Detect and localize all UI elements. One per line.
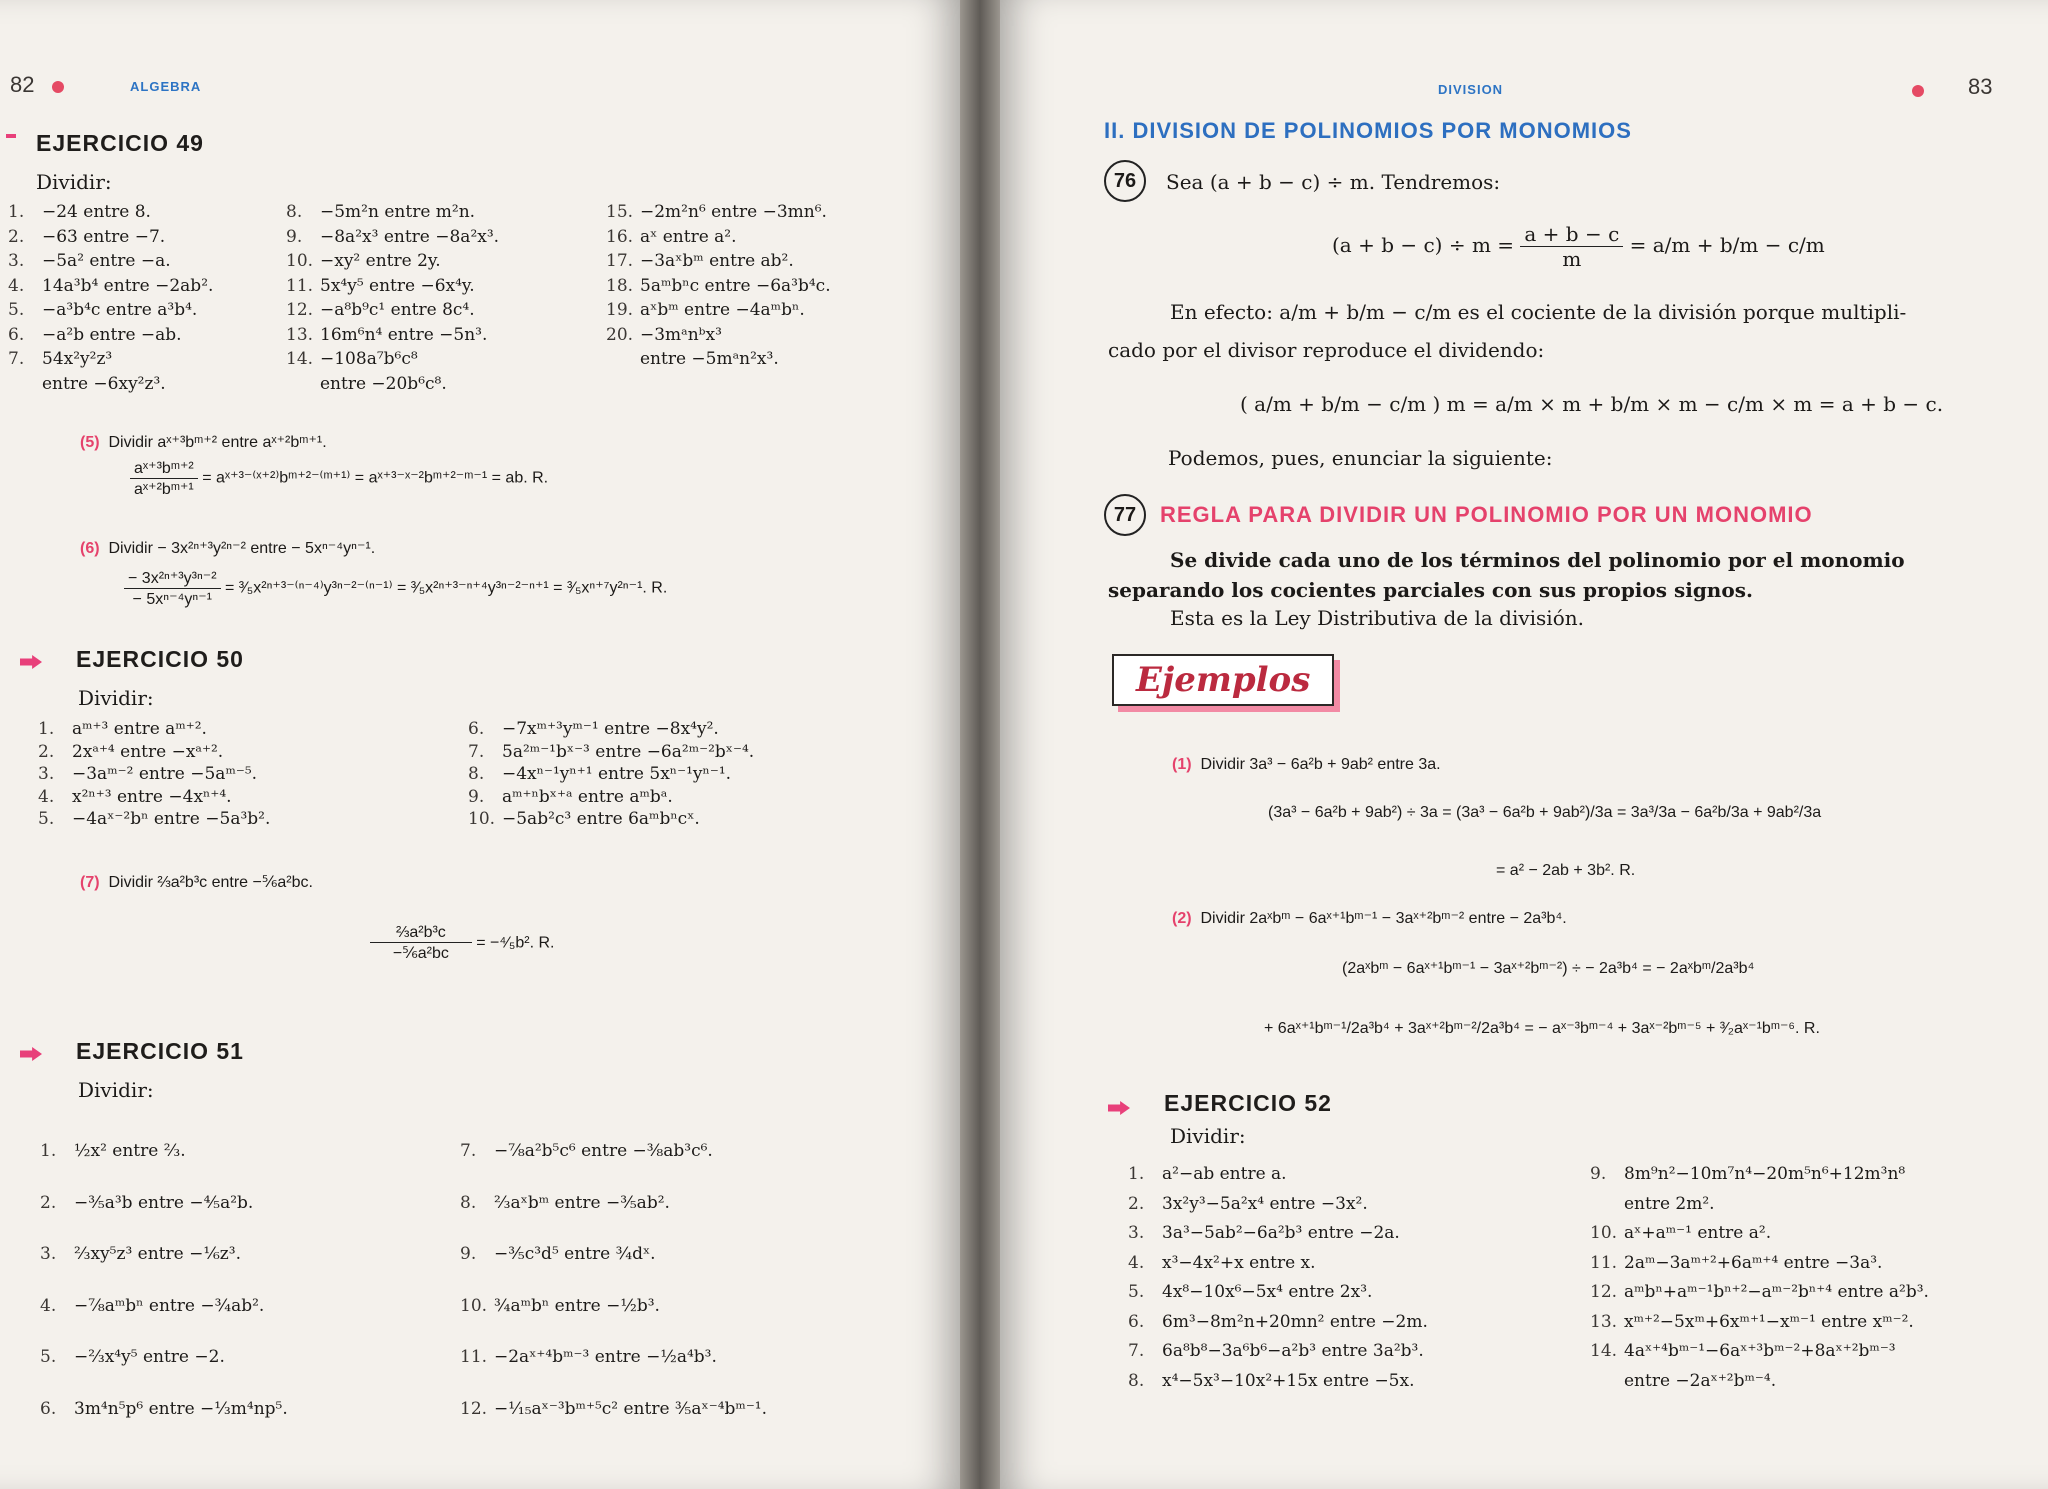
worked-example-1: (1) Dividir 3a³ − 6a²b + 9ab² entre 3a. (1172, 756, 1441, 773)
list-item: 14. 4aˣ⁺⁴bᵐ⁻¹−6aˣ⁺³bᵐ⁻²+8aˣ⁺²bᵐ⁻³ (1590, 1341, 1896, 1361)
page-number: 83 (1968, 74, 1993, 99)
pink-dot-icon (1912, 82, 1924, 101)
list-item: 13. 16m⁶n⁴ entre −5n³. (286, 324, 488, 345)
list-item: 7. 6a⁸b⁸−3a⁶b⁶−a²b³ entre 3a²b³. (1128, 1341, 1424, 1361)
list-item: 1. −24 entre 8. (8, 202, 151, 222)
list-item: 6. −a²b entre −ab. (8, 324, 182, 345)
exercise-49-title: EJERCICIO 49 (36, 130, 204, 156)
list-item: 7. −⅞a²b⁵c⁶ entre −⅜ab³c⁶. (460, 1141, 713, 1161)
exercise-52-title: EJERCICIO 52 (1164, 1090, 1332, 1116)
list-item: 14. −108a⁷b⁶c⁸ (286, 349, 418, 369)
exercise-51-title: EJERCICIO 51 (76, 1038, 244, 1064)
list-item: 9. −8a²x³ entre −8a²x³. (286, 226, 500, 247)
exercise-52-col1 (1128, 1160, 1428, 1396)
example-7-equation: $\frac{\text{⅔a²b³c}}{\text{−⅚a²bc}}$ = −⁴⁄₅b². R. (370, 924, 555, 963)
list-item: entre −5mᵃn²x³. (640, 349, 779, 369)
list-item: 1. aᵐ⁺³ entre aᵐ⁺². (38, 719, 207, 739)
list-item: 13. xᵐ⁺²−5xᵐ+6xᵐ⁺¹−xᵐ⁻¹ entre xᵐ⁻². (1590, 1311, 1914, 1332)
exercise-50-col2 (468, 718, 754, 831)
paragraph-76-check: ( a/m + b/m − c/m ) m = a/m × m + b/m × m − c/m × m = a + b − c. (1240, 392, 1944, 416)
list-item: entre −2aˣ⁺²bᵐ⁻⁴. (1624, 1370, 1777, 1391)
arrow-icon (20, 654, 42, 673)
paragraph-76-conclusion: Podemos, pues, enunciar la siguiente: (1168, 446, 1553, 470)
list-item: 9. aᵐ⁺ⁿbˣ⁺ᵃ entre aᵐbᵃ. (468, 786, 673, 807)
list-item: 3. 3a³−5ab²−6a²b³ entre −2a. (1128, 1223, 1400, 1243)
list-item: 3. −3aᵐ⁻² entre −5aᵐ⁻⁵. (38, 764, 258, 784)
running-head: DIVISION (1438, 82, 1504, 97)
exercise-49-col1 (8, 200, 213, 396)
list-item: 6. 6m³−8m²n+20mn² entre −2m. (1128, 1311, 1428, 1332)
list-item: 3. −5a² entre −a. (8, 251, 171, 271)
rule-text-1: Se divide cada uno de los términos del polinomio por el monomio (1170, 548, 1905, 572)
list-item: 5. −a³b⁴c entre a³b⁴. (8, 300, 198, 320)
paragraph-76-body-1: En efecto: a/m + b/m − c/m es el cociente de la división porque multipli- (1170, 300, 1907, 324)
worked-example-2: (2) Dividir 2aˣbᵐ − 6aˣ⁺¹bᵐ⁻¹ − 3aˣ⁺²bᵐ⁻² entre − 2a³b⁴. (1172, 910, 1567, 927)
exercise-50-title: EJERCICIO 50 (76, 646, 244, 672)
list-item: 5. −⅔x⁴y⁵ entre −2. (40, 1347, 225, 1367)
list-item: 7. 5a²ᵐ⁻¹bˣ⁻³ entre −6a²ᵐ⁻²bˣ⁻⁴. (468, 741, 755, 762)
list-item: 8. −5m²n entre m²n. (286, 202, 476, 222)
list-item: 5. −4aˣ⁻²bⁿ entre −5a³b². (38, 809, 271, 829)
list-item: 1. a²−ab entre a. (1128, 1164, 1287, 1184)
list-item: 11. 5x⁴y⁵ entre −6x⁴y. (286, 275, 475, 296)
exercise-51-col1 (40, 1126, 288, 1435)
worked-example-1-equation: (3a³ − 6a²b + 9ab²) ÷ 3a = (3a³ − 6a²b + 9ab²)/3a = 3a³/3a − 6a²b/3a + 9ab²/3a (1268, 804, 1822, 821)
list-item: 18. 5aᵐbⁿc entre −6a³b⁴c. (606, 275, 831, 296)
arrow-icon (20, 1046, 42, 1065)
list-item: entre 2m². (1624, 1193, 1715, 1214)
list-item: 10. aˣ+aᵐ⁻¹ entre a². (1590, 1223, 1772, 1243)
section-title: II. DIVISION DE POLINOMIOS POR MONOMIOS (1104, 118, 1632, 143)
exercise-52-intro: Dividir: (1170, 1124, 1246, 1148)
list-item: 1. ½x² entre ⅔. (40, 1141, 186, 1161)
exercise-49-intro: Dividir: (36, 170, 112, 194)
right-page (1000, 0, 2048, 1489)
paragraph-76-number: 76 (1104, 160, 1146, 202)
list-item: 8. −4xⁿ⁻¹yⁿ⁺¹ entre 5xⁿ⁻¹yⁿ⁻¹. (468, 764, 732, 784)
paragraph-77-number: 77 (1104, 494, 1146, 536)
worked-example-2-equation-1: (2aˣbᵐ − 6aˣ⁺¹bᵐ⁻¹ − 3aˣ⁺²bᵐ⁻²) ÷ − 2a³b⁴ = − 2aˣbᵐ/2a³b⁴ (1342, 960, 1755, 977)
list-item: 4. x³−4x²+x entre x. (1128, 1252, 1316, 1273)
ejemplos-box: Ejemplos (1112, 654, 1334, 706)
example-5: (5) Dividir aˣ⁺³bᵐ⁺² entre aˣ⁺²bᵐ⁺¹. (80, 434, 327, 451)
list-item: 12. −¹⁄₁₅aˣ⁻³bᵐ⁺⁵c² entre ⅗aˣ⁻⁴bᵐ⁻¹. (460, 1398, 768, 1419)
list-item: 16. aˣ entre a². (606, 226, 737, 247)
list-item: 4. 14a³b⁴ entre −2ab². (8, 275, 214, 296)
paragraph-76-equation: (a + b − c) ÷ m = $\frac{a + b - c}{m}$ = a/m + b/m − c/m (1332, 222, 1825, 271)
list-item: 8. ⅔aˣbᵐ entre −⅗ab². (460, 1192, 670, 1213)
paragraph-76-body-2: cado por el divisor reproduce el dividendo: (1108, 338, 1545, 362)
arrow-icon (1108, 1100, 1130, 1119)
distributive-law: Esta es la Ley Distributiva de la división. (1170, 606, 1584, 630)
list-item: 3. ⅔xy⁵z³ entre −⅙z³. (40, 1244, 241, 1264)
pink-dot-icon (52, 78, 64, 97)
list-item: 10. −5ab²c³ entre 6aᵐbⁿcˣ. (468, 809, 700, 829)
list-item: 19. aˣbᵐ entre −4aᵐbⁿ. (606, 300, 805, 320)
rule-title: REGLA PARA DIVIDIR UN POLINOMIO POR UN MONOMIO (1160, 502, 1813, 527)
list-item: 5. 4x⁸−10x⁶−5x⁴ entre 2x³. (1128, 1282, 1373, 1302)
bullet-marker (6, 134, 16, 138)
list-item: 17. −3aˣbᵐ entre ab². (606, 251, 794, 271)
worked-example-1-result: = a² − 2ab + 3b². R. (1496, 862, 1636, 879)
exercise-50-intro: Dividir: (78, 686, 154, 710)
exercise-52-col2 (1590, 1160, 1929, 1396)
exercise-49-col3 (606, 200, 831, 372)
exercise-50-col1 (38, 718, 270, 831)
list-item: 11. −2aˣ⁺⁴bᵐ⁻³ entre −½a⁴b³. (460, 1347, 717, 1367)
left-page (0, 0, 960, 1489)
exercise-51-intro: Dividir: (78, 1078, 154, 1102)
example-6-equation: $\frac{\text{− 3x²ⁿ⁺³y³ⁿ⁻²}}{\text{− 5xⁿ⁻⁴yⁿ⁻¹}}$ = ³⁄₅x²ⁿ⁺³⁻⁽ⁿ⁻⁴⁾y³ⁿ⁻²⁻⁽ⁿ⁻¹⁾ = ³⁄₅x²ⁿ⁺³⁻ⁿ⁺⁴y³ⁿ⁻²⁻ⁿ⁺¹ = ³⁄₅xⁿ⁺⁷y²ⁿ⁻¹. R. (124, 568, 667, 609)
list-item: 9. −⅗c³d⁵ entre ¾dˣ. (460, 1244, 656, 1264)
list-item: 10. −xy² entre 2y. (286, 251, 441, 271)
list-item: entre −6xy²z³. (42, 373, 166, 394)
list-item: 2. −⅗a³b entre −⁴⁄₅a²b. (40, 1192, 254, 1213)
list-item: 20. −3mᵃnᵇx³ (606, 324, 722, 345)
running-head: ALGEBRA (130, 79, 202, 94)
list-item: 2. 2xᵃ⁺⁴ entre −xᵃ⁺². (38, 741, 224, 762)
list-item: 2. 3x²y³−5a²x⁴ entre −3x². (1128, 1193, 1368, 1214)
example-5-equation: $\frac{\text{aˣ⁺³bᵐ⁺²}}{\text{aˣ⁺²bᵐ⁺¹}}$ = aˣ⁺³⁻⁽ˣ⁺²⁾bᵐ⁺²⁻⁽ᵐ⁺¹⁾ = aˣ⁺³⁻ˣ⁻²bᵐ⁺²⁻ᵐ⁻¹ = ab. R. (130, 458, 548, 499)
list-item: 6. 3m⁴n⁵p⁶ entre −⅓m⁴np⁵. (40, 1398, 288, 1419)
example-7: (7) Dividir ⅔a²b³c entre −⅚a²bc. (80, 874, 313, 891)
paragraph-76-text: Sea (a + b − c) ÷ m. Tendremos: (1166, 170, 1501, 194)
exercise-49-col2 (286, 200, 499, 396)
list-item: 10. ¾aᵐbⁿ entre −½b³. (460, 1295, 660, 1316)
list-item: entre −20b⁶c⁸. (320, 373, 447, 394)
list-item: 7. 54x²y²z³ (8, 349, 113, 369)
list-item: 12. −a⁸b⁹c¹ entre 8c⁴. (286, 300, 475, 320)
worked-example-2-equation-2: + 6aˣ⁺¹bᵐ⁻¹/2a³b⁴ + 3aˣ⁺²bᵐ⁻²/2a³b⁴ = − aˣ⁻³bᵐ⁻⁴ + 3aˣ⁻²bᵐ⁻⁵ + ³⁄₂aˣ⁻¹bᵐ⁻⁶. R. (1264, 1020, 1820, 1037)
list-item: 2. −63 entre −7. (8, 226, 166, 247)
list-item: 8. x⁴−5x³−10x²+15x entre −5x. (1128, 1370, 1415, 1391)
list-item: 12. aᵐbⁿ+aᵐ⁻¹bⁿ⁺²−aᵐ⁻²bⁿ⁺⁴ entre a²b³. (1590, 1282, 1929, 1302)
list-item: 11. 2aᵐ−3aᵐ⁺²+6aᵐ⁺⁴ entre −3a³. (1590, 1252, 1883, 1273)
example-6: (6) Dividir − 3x²ⁿ⁺³y²ⁿ⁻² entre − 5xⁿ⁻⁴yⁿ⁻¹. (80, 540, 376, 557)
exercise-51-col2 (460, 1126, 767, 1435)
page-number: 82 (10, 72, 35, 97)
list-item: 4. x²ⁿ⁺³ entre −4xⁿ⁺⁴. (38, 786, 232, 807)
list-item: 9. 8m⁹n²−10m⁷n⁴−20m⁵n⁶+12m³n⁸ (1590, 1164, 1906, 1184)
rule-text-2: separando los cocientes parciales con sus propios signos. (1108, 578, 1753, 602)
list-item: 6. −7xᵐ⁺³yᵐ⁻¹ entre −8x⁴y². (468, 719, 719, 739)
list-item: 15. −2m²n⁶ entre −3mn⁶. (606, 202, 827, 222)
list-item: 4. −⅞aᵐbⁿ entre −¾ab². (40, 1295, 265, 1316)
book-gutter (960, 0, 1000, 1489)
